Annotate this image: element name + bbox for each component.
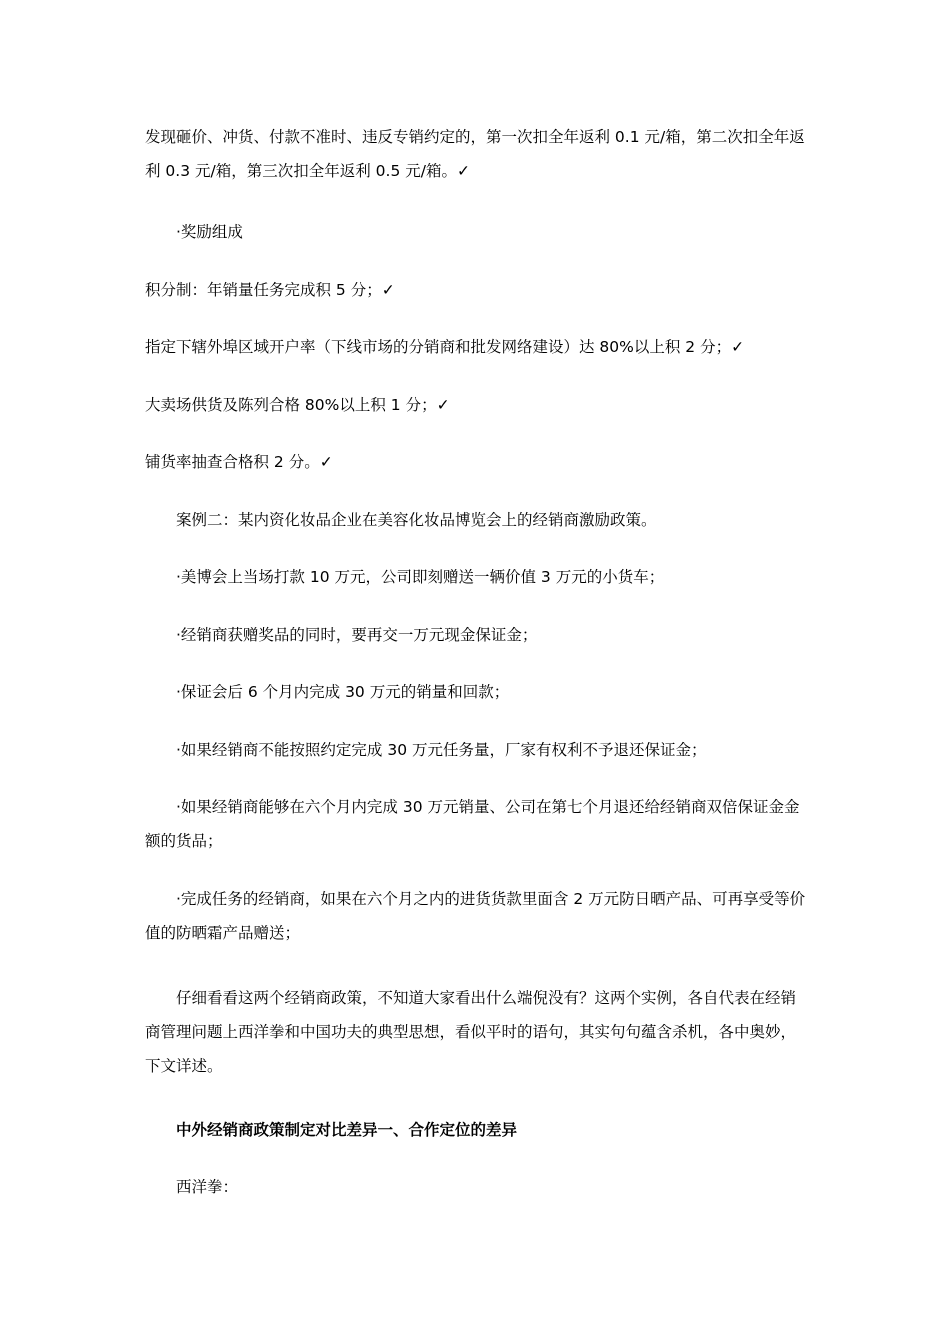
paragraph-points-system: 积分制：年销量任务完成积 5 分；✓ [145, 281, 395, 299]
paragraph-western-boxing: 西洋拳： [176, 1178, 239, 1196]
paragraph-display-qualified: 大卖场供货及陈列合格 80%以上积 1 分；✓ [145, 396, 450, 414]
paragraph-bullet-guarantee: ·保证会后 6 个月内完成 30 万元的销量和回款； [176, 683, 510, 701]
paragraph-bullet-no-refund: ·如果经销商不能按照约定完成 30 万元任务量，厂家有权利不予退还保证金； [176, 741, 707, 759]
paragraph-account-rate: 指定下辖外埠区域开户率（下线市场的分销商和批发网络建设）达 80%以上积 2 分；✓ [145, 338, 745, 356]
paragraph-bullet-double-refund: ·如果经销商能够在六个月内完成 30 万元销量、公司在第七个月退还给经销商双倍保证金金额的货品； [145, 798, 800, 850]
paragraph-case-two: 案例二：某内资化妆品企业在美容化妆品博览会上的经销商激励政策。 [176, 511, 657, 529]
paragraph-penalty-rules: 发现砸价、冲货、付款不准时、违反专销约定的，第一次扣全年返利 0.1 元/箱，第二次扣全年返利 0.3 元/箱，第三次扣全年返利 0.5 元/箱。✓ [145, 128, 805, 180]
paragraph-distribution-check: 铺货率抽查合格积 2 分。✓ [145, 453, 333, 471]
paragraph-bullet-sunscreen: ·完成任务的经销商，如果在六个月之内的进货货款里面含 2 万元防日晒产品、可再享受等价值的防晒霜产品赠送； [145, 890, 806, 942]
paragraph-reward-heading: ·奖励组成 [176, 223, 243, 241]
section-heading-difference-one: 中外经销商政策制定对比差异一、合作定位的差异 [176, 1121, 518, 1139]
paragraph-analysis: 仔细看看这两个经销商政策，不知道大家看出什么端倪没有？这两个实例，各自代表在经销商管理问题上西洋拳和中国功夫的典型思想，看似平时的语句，其实句句蕴含杀机，各中奥妙，下文详述。 [145, 989, 797, 1075]
paragraph-bullet-payment: ·美博会上当场打款 10 万元，公司即刻赠送一辆价值 3 万元的小货车； [176, 568, 665, 586]
paragraph-bullet-deposit: ·经销商获赠奖品的同时，要再交一万元现金保证金； [176, 626, 538, 644]
